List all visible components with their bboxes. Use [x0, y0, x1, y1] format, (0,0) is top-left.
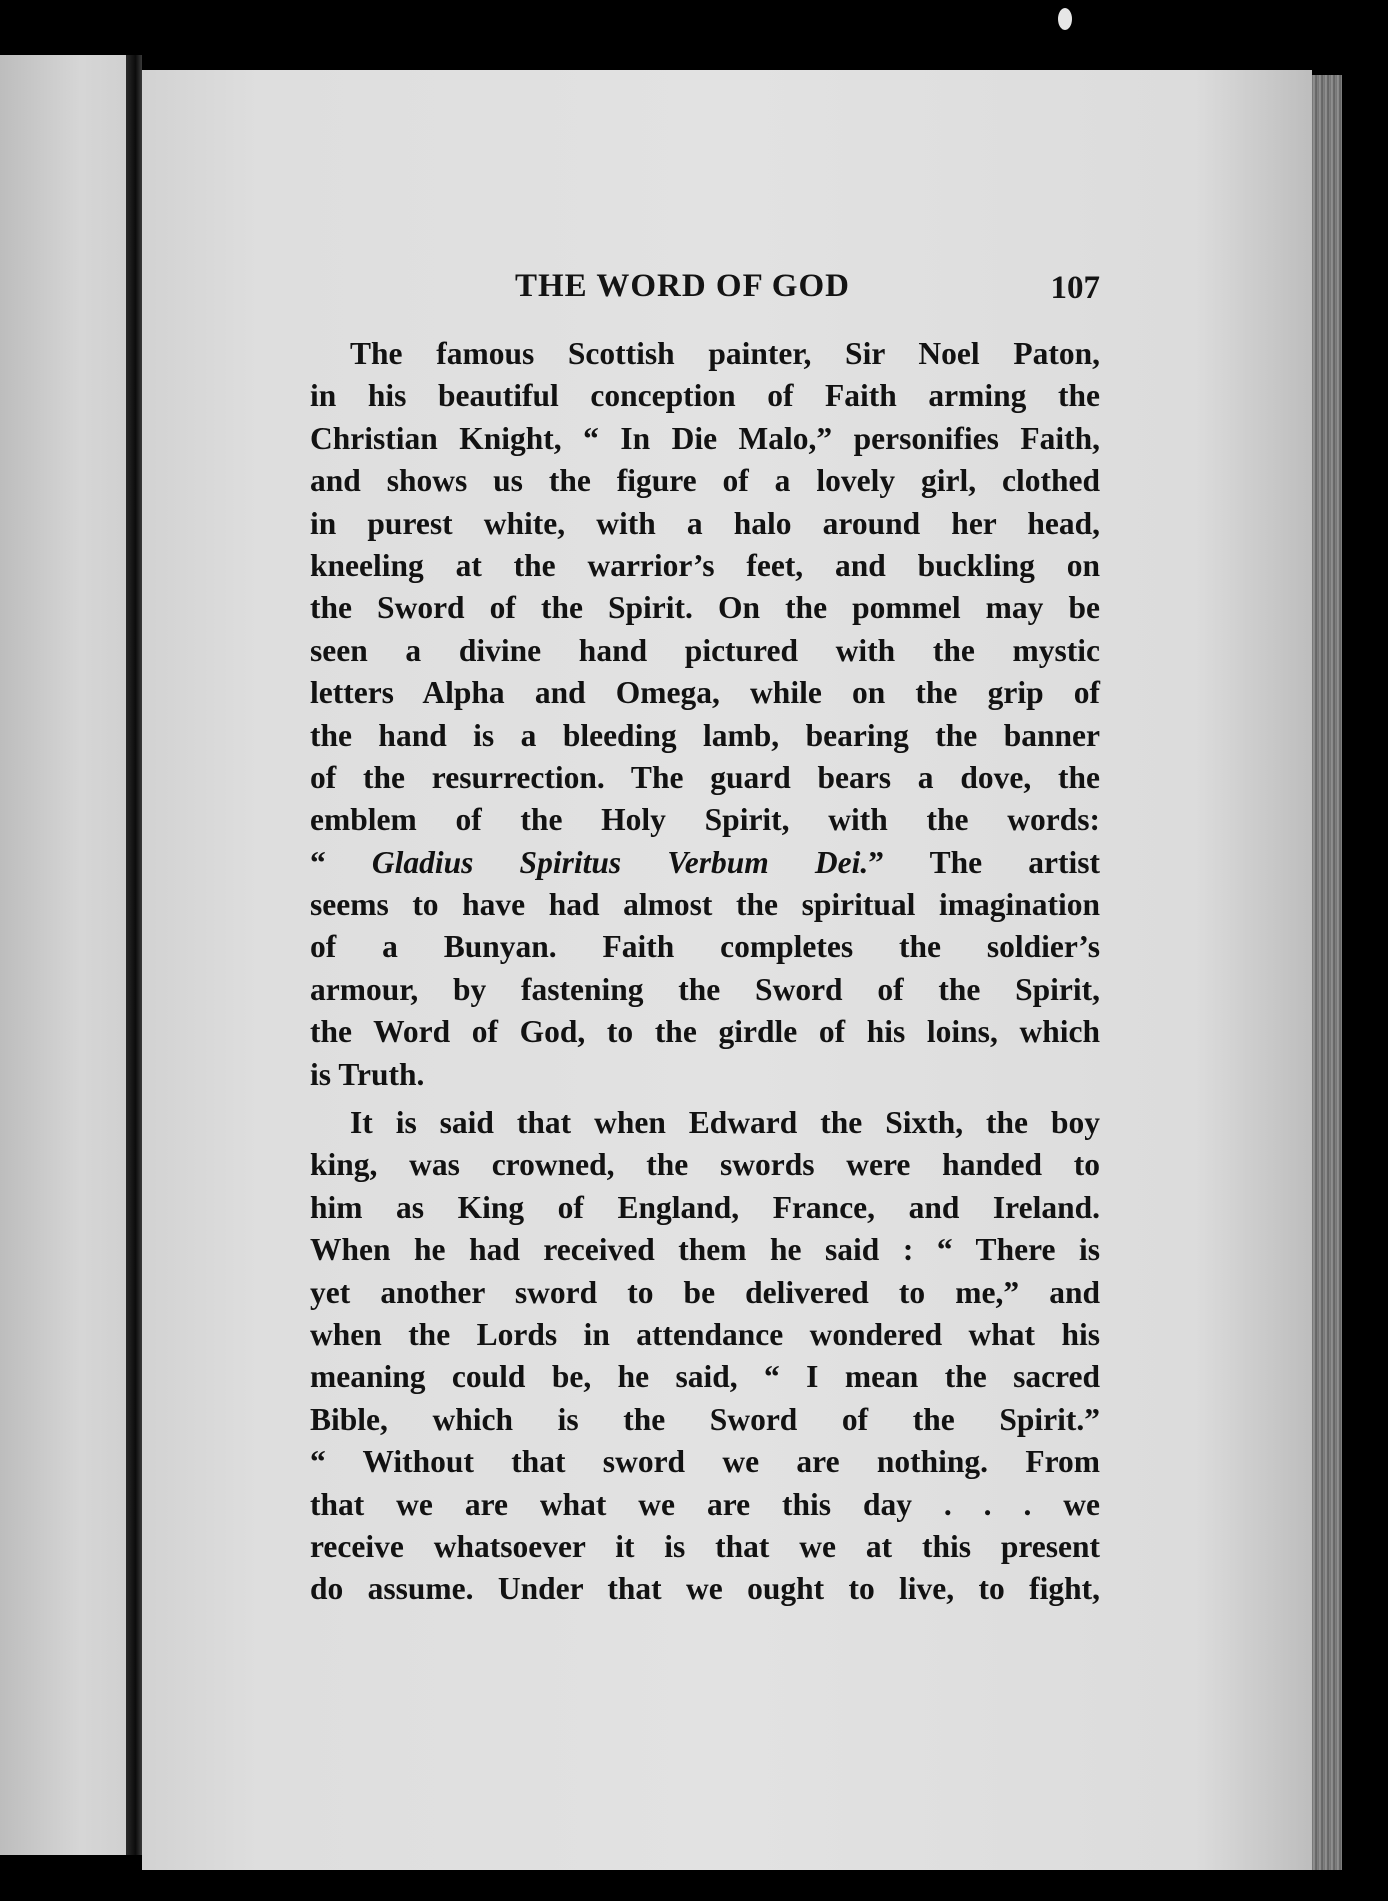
- paragraph: [310, 1102, 1100, 1611]
- text-line: of the resurrection. The guard bears a dove, the: [310, 759, 1100, 795]
- text-line: king, was crowned, the swords were handed to: [310, 1147, 1100, 1183]
- text-line: “ Without that sword we are nothing. From: [310, 1444, 1100, 1480]
- text-line: Bible, which is the Sword of the Spirit.”: [310, 1401, 1100, 1437]
- text-line: It is said that when Edward the Sixth, the boy: [350, 1105, 1100, 1141]
- text-line: yet another sword to be delivered to me,” and: [310, 1274, 1100, 1310]
- text-line: when the Lords in attendance wondered what his: [310, 1316, 1100, 1352]
- text-line: is Truth.: [310, 1056, 425, 1092]
- book-gutter: [126, 55, 142, 1855]
- text-line: and shows us the figure of a lovely girl, clothed: [310, 463, 1100, 499]
- text-line: do assume. Under that we ought to live, to fight,: [310, 1571, 1100, 1607]
- text-line: When he had received them he said : “ There is: [310, 1232, 1100, 1268]
- text-line: seems to have had almost the spiritual imagination: [310, 887, 1100, 923]
- text-line: the Sword of the Spirit. On the pommel may be: [310, 590, 1100, 626]
- running-title: THE WORD OF GOD: [515, 268, 850, 304]
- text-line: that we are what we are this day . . . we: [310, 1486, 1100, 1522]
- paragraph: [310, 333, 1100, 1096]
- body-text: [310, 333, 1100, 1611]
- text-line: receive whatsoever it is that we at this present: [310, 1528, 1100, 1564]
- text-line: kneeling at the warrior’s feet, and buckling on: [310, 547, 1100, 583]
- page-number: 107: [1050, 270, 1100, 306]
- text-line: in his beautiful conception of Faith arming the: [310, 378, 1100, 414]
- text-line: in purest white, with a halo around her head,: [310, 505, 1100, 541]
- text-line: Christian Knight, “ In Die Malo,” personifies Faith,: [310, 420, 1100, 456]
- text-line: letters Alpha and Omega, while on the grip of: [310, 675, 1100, 711]
- page-header: [310, 268, 1100, 308]
- text-line: of a Bunyan. Faith completes the soldier’s: [310, 929, 1100, 965]
- facing-page-edge: [0, 55, 135, 1855]
- text-line: meaning could be, he said, “ I mean the sacred: [310, 1359, 1100, 1395]
- text-line: the hand is a bleeding lamb, bearing the banner: [310, 717, 1100, 753]
- text-line: The famous Scottish painter, Sir Noel Paton,: [350, 336, 1100, 371]
- scan-mark: [1058, 8, 1072, 30]
- text-line: seen a divine hand pictured with the mystic: [310, 632, 1100, 668]
- page-stack-edge: [1312, 75, 1342, 1870]
- text-line: “ Gladius Spiritus Verbum Dei.” The artist: [310, 844, 1100, 880]
- latin-motto: Gladius Spiritus Verbum Dei.: [371, 844, 869, 880]
- text-line: him as King of England, France, and Ireland.: [310, 1189, 1100, 1225]
- text-line: the Word of God, to the girdle of his loins, which: [310, 1014, 1100, 1050]
- text-line: armour, by fastening the Sword of the Spirit,: [310, 971, 1100, 1007]
- text-line: emblem of the Holy Spirit, with the words:: [310, 802, 1100, 838]
